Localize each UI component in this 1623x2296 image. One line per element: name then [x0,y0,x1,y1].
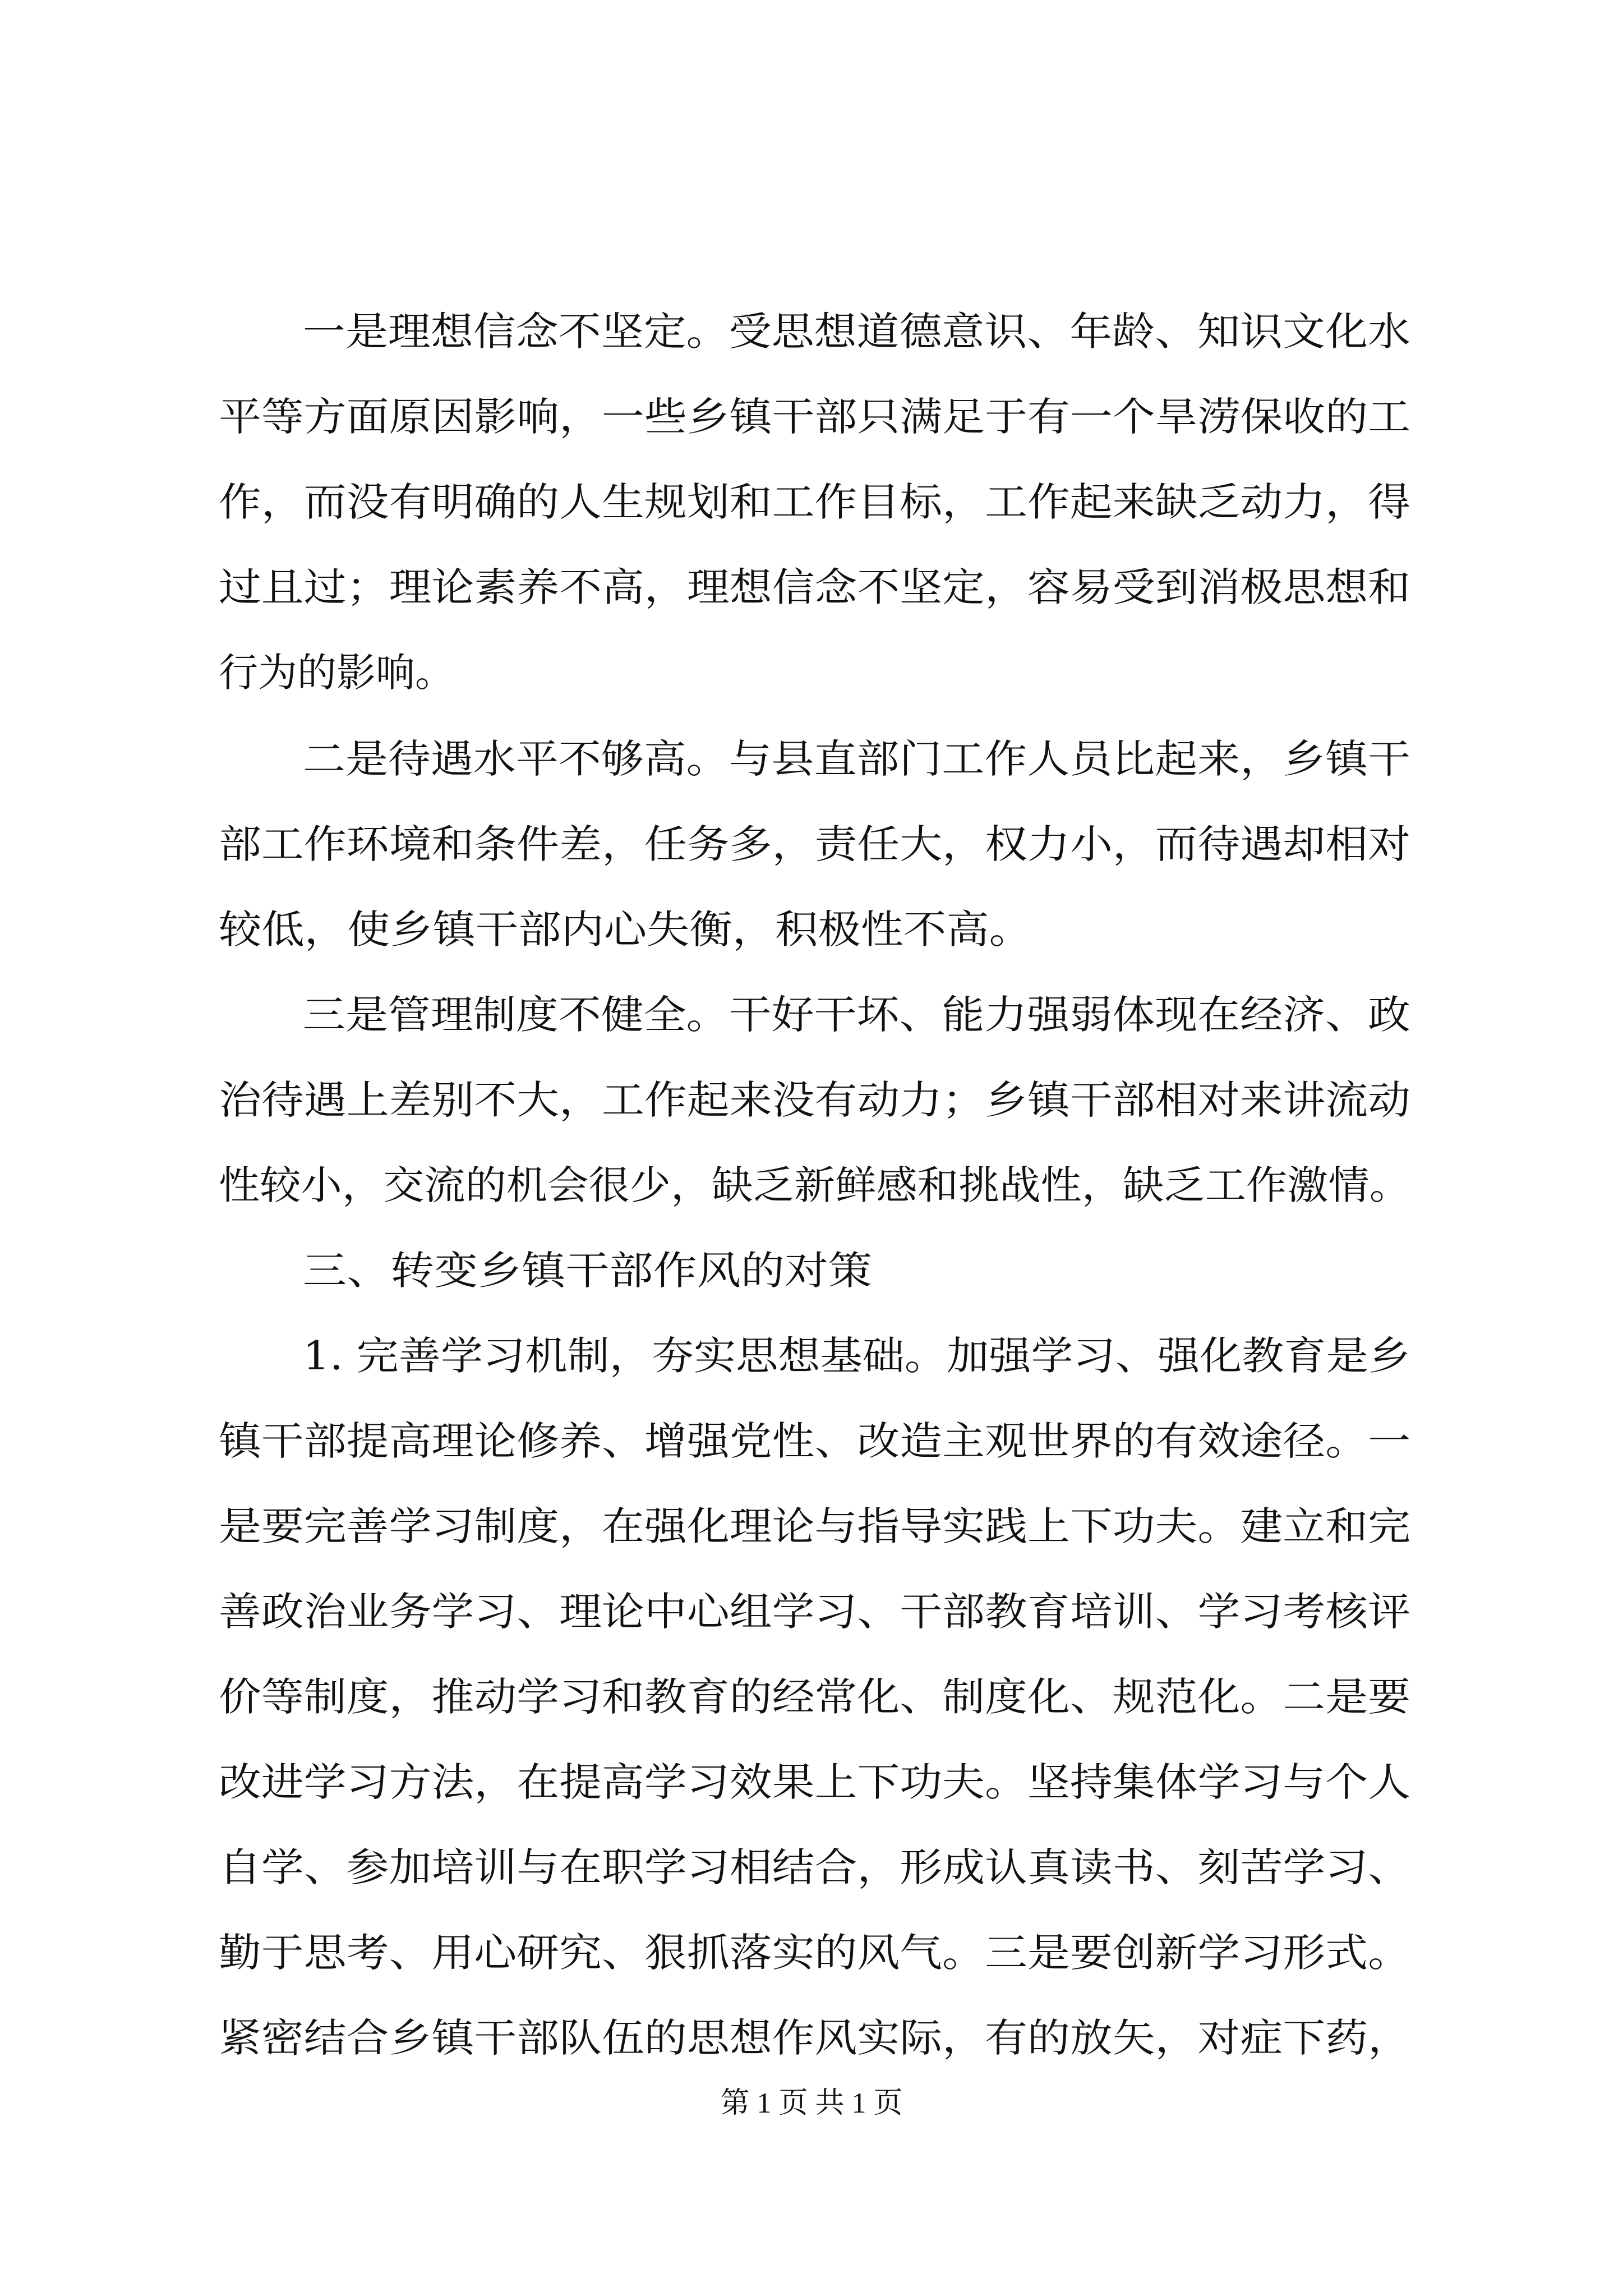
text-line: 平等方面原因影响，一些乡镇干部只满足于有一个旱涝保收的工 [219,394,1410,440]
page-footer: 第 1 页 共 1 页 [720,2087,903,2119]
text-line: 是要完善学习制度，在强化理论与指导实践上下功夫。建立和完 [219,1503,1410,1549]
text-line: 紧密结合乡镇干部队伍的思想作风实际，有的放矢，对症下药， [219,2015,1410,2061]
text-line: 作，而没有明确的人生规划和工作目标，工作起来缺乏动力，得 [219,479,1410,525]
text-line: 三是管理制度不健全。干好干坏、能力强弱体现在经济、政 [303,992,1410,1038]
text-line: 较低，使乡镇干部内心失衡，积极性不高。 [219,907,1032,953]
text-line: 治待遇上差别不大，工作起来没有动力；乡镇干部相对来讲流动 [219,1077,1410,1123]
text-line: 价等制度，推动学习和教育的经常化、制度化、规范化。二是要 [219,1674,1410,1720]
text-line: 善政治业务学习、理论中心组学习、干部教育培训、学习考核评 [219,1589,1410,1635]
text-line: 部工作环境和条件差，任务多，责任大，权力小，而待遇却相对 [219,821,1410,867]
text-line: 性较小，交流的机会很少，缺乏新鲜感和挑战性，缺乏工作激情。 [219,1162,1410,1208]
text-line: 勤于思考、用心研究、狠抓落实的风气。三是要创新学习形式。 [219,1930,1410,1976]
text-line: 二是待遇水平不够高。与县直部门工作人员比起来，乡镇干 [303,736,1410,782]
text-line: 一是理想信念不坚定。受思想道德意识、年龄、知识文化水 [303,309,1410,355]
text-line: 行为的影响。 [219,650,454,696]
text-line: 过且过；理论素养不高，理想信念不坚定，容易受到消极思想和 [219,564,1410,610]
text-line: 改进学习方法，在提高学习效果上下功夫。坚持集体学习与个人 [219,1759,1410,1805]
section-heading: 三、转变乡镇干部作风的对策 [303,1248,872,1294]
text-line: 镇干部提高理论修养、增强党性、改造主观世界的有效途径。一 [219,1418,1410,1464]
text-line: 1. 完善学习机制，夯实思想基础。加强学习、强化教育是乡 [303,1333,1411,1379]
text-line: 自学、参加培训与在职学习相结合，形成认真读书、刻苦学习、 [219,1844,1410,1890]
